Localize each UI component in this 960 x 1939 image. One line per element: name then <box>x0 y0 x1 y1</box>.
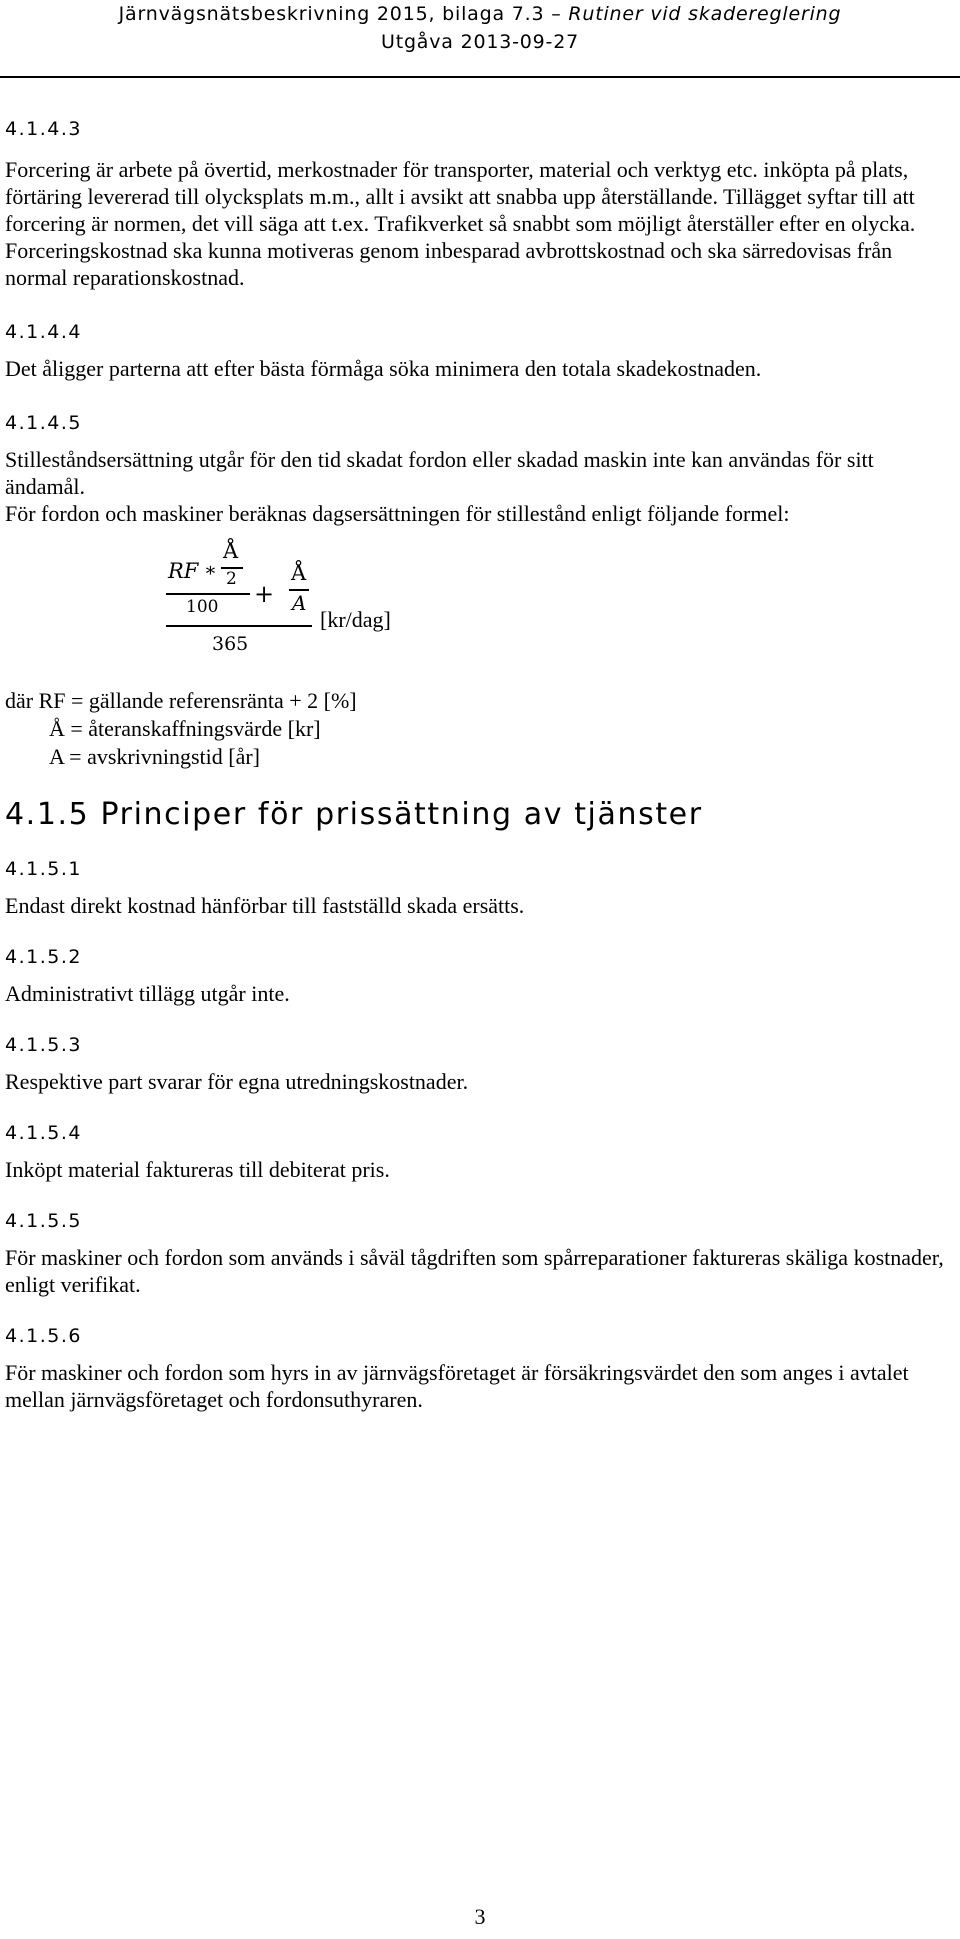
legend-a: A = avskrivningstid [år] <box>49 744 260 769</box>
paragraph-forceringskostnad: Forceringskostnad ska kunna motiveras genom inbesparad avbrottskostnad och ska särredovisas från normal reparationskostnad. <box>5 238 893 290</box>
formula-hundred: 100 <box>186 597 219 617</box>
formula-aring-top: Å <box>223 539 239 563</box>
paragraph-4156: För maskiner och fordon som hyrs in av järnvägsföretaget är försäkringsvärdet den som anges i avtalet mellan järnvägsföretaget och fordonsuthyraren. <box>5 1360 909 1412</box>
formula-times: ∗ <box>204 559 217 581</box>
subsection-4152 <box>5 944 950 1007</box>
subsection-4156 <box>5 1323 950 1413</box>
subsection-4151 <box>5 856 950 919</box>
header-chapter-title: Rutiner vid skadereglering <box>568 3 842 25</box>
formula-plus: + <box>254 580 275 608</box>
formula-first-fraction-line <box>166 593 250 595</box>
header-line-1 <box>0 0 960 28</box>
paragraph-4153: Respektive part svarar för egna utredningskostnader. <box>5 1069 469 1094</box>
subsection-4153 <box>5 1032 950 1095</box>
paragraph-4154: Inköpt material faktureras till debiterat pris. <box>5 1157 390 1182</box>
formula-daily-compensation <box>5 539 950 674</box>
paragraph-forcering: Forcering är arbete på övertid, merkostnader för transporter, material och verktyg etc. inköpta på plats, förtäring levererad till olycksplats m.m., allt i avsikt att snabba upp återställande. Tillägget syftar till att forcering är normen, det vill säga att t.ex. Trafikverket så snabbt som möjligt återställer efter en olycka. <box>5 157 916 236</box>
section-number-4156: 4.1.5.6 <box>5 1325 82 1347</box>
formula-rf: RF <box>168 559 199 583</box>
page-header <box>0 0 960 56</box>
formula-two: 2 <box>226 569 237 589</box>
subsection-4154 <box>5 1120 950 1183</box>
subsection-4155 <box>5 1208 950 1298</box>
section-number-4144: 4.1.4.4 <box>5 321 82 343</box>
page-number: 3 <box>474 1904 486 1929</box>
formula-main-fraction-line <box>166 625 312 627</box>
paragraph-formel-intro: För fordon och maskiner beräknas dagsersättningen för stillestånd enligt följande formel: <box>5 501 790 526</box>
section-number-4145: 4.1.4.5 <box>5 412 82 434</box>
section-number-4153: 4.1.5.3 <box>5 1034 82 1056</box>
header-divider <box>0 76 960 78</box>
legend-aring: Å = återanskaffningsvärde [kr] <box>49 716 321 741</box>
header-edition: Utgåva 2013-09-27 <box>380 31 579 53</box>
section-number-4152: 4.1.5.2 <box>5 946 82 968</box>
paragraph-stillestand: Stilleståndsersättning utgår för den tid skadat fordon eller skadad maskin inte kan användas för sitt ändamål. <box>5 447 874 499</box>
paragraph-4152: Administrativt tillägg utgår inte. <box>5 981 290 1006</box>
section-number-4155: 4.1.5.5 <box>5 1210 82 1232</box>
heading-4-1-5: 4.1.5 Principer för prissättning av tjänster <box>5 797 703 832</box>
paragraph-4155: För maskiner och fordon som används i såväl tågdriften som spårreparationer faktureras skäliga kostnader, enligt verifikat. <box>5 1245 944 1297</box>
formula-unit: [kr/dag] <box>320 607 391 632</box>
formula-days: 365 <box>212 633 249 655</box>
section-number-4151: 4.1.5.1 <box>5 858 82 880</box>
paragraph-minimera: Det åligger parterna att efter bästa förmåga söka minimera den totala skadekostnaden. <box>5 356 762 381</box>
paragraph-4151: Endast direkt kostnad hänförbar till fastställd skada ersätts. <box>5 893 525 918</box>
header-document-title: Järnvägsnätsbeskrivning 2015, bilaga 7.3 – <box>118 3 569 25</box>
legend-rf: där RF = gällande referensränta + 2 [%] <box>5 688 357 713</box>
formula-legend <box>5 687 950 771</box>
section-number-4154: 4.1.5.4 <box>5 1122 82 1144</box>
formula-aring-right: Å <box>291 561 307 585</box>
page-content <box>5 116 950 1413</box>
formula-a-denominator: A <box>292 591 307 615</box>
section-number-4143: 4.1.4.3 <box>5 118 82 140</box>
